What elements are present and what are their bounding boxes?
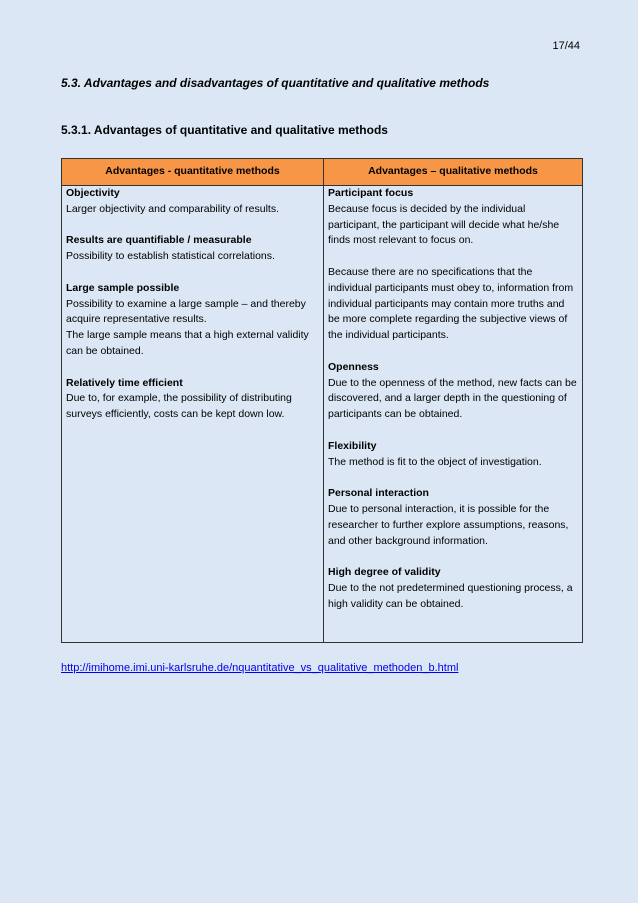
advantage-text: Due to personal interaction, it is possible for the researcher to further explore assumptions, reasons, and other background information. [328, 502, 569, 547]
advantage-title: Large sample possible [66, 281, 180, 294]
advantage-text: The method is fit to the object of investigation. [328, 455, 542, 468]
advantage-text: Due to, for example, the possibility of distributing surveys efficiently, costs can be kept down low. [66, 392, 292, 421]
source-link[interactable]: http://imihome.imi.uni-karlsruhe.de/nquantitative_vs_qualitative_methoden_b.html [61, 662, 459, 674]
advantage-text: Due to the openness of the method, new facts can be discovered, and a larger depth in the questioning of participants can be obtained. [328, 376, 577, 421]
advantage-objectivity [66, 186, 319, 218]
subsection-heading: 5.3.1. Advantages of quantitative and qualitative methods [61, 123, 388, 137]
advantage-openness [328, 360, 578, 423]
advantage-title: Flexibility [328, 439, 377, 452]
advantage-quantifiable [66, 233, 319, 265]
header-qualitative: Advantages – qualitative methods [324, 159, 583, 186]
page-number: 17/44 [552, 40, 580, 52]
advantage-participant-focus [328, 186, 578, 344]
advantage-title: Results are quantifiable / measurable [66, 234, 252, 247]
advantage-flexibility [328, 439, 578, 471]
qualitative-cell [324, 186, 583, 643]
advantage-text: Possibility to establish statistical correlations. [66, 250, 275, 263]
advantage-title: Objectivity [66, 187, 120, 199]
advantage-title: Participant focus [328, 187, 414, 199]
advantage-large-sample [66, 281, 319, 360]
advantage-text: Due to the not predetermined questioning process, a high validity can be obtained. [328, 581, 573, 610]
advantage-validity [328, 565, 578, 612]
advantage-title: Relatively time efficient [66, 376, 183, 389]
advantage-time-efficient [66, 376, 319, 423]
advantage-text: Possibility to examine a large sample – and thereby acquire representative results. [66, 297, 306, 326]
section-heading: 5.3. Advantages and disadvantages of quantitative and qualitative methods [61, 76, 490, 90]
advantage-text: The large sample means that a high external validity can be obtained. [66, 329, 309, 357]
advantage-title: Personal interaction [328, 487, 429, 500]
quantitative-cell [62, 186, 324, 643]
advantage-text: Because there are no specifications that the individual participants must obey to, information from individual participants may contain more truths and be more complete regarding the subjective views of the individual participants. [328, 265, 574, 342]
advantage-text: Because focus is decided by the individual participant, the participant will decide what he/she finds most relevant to focus on. [328, 202, 560, 247]
advantage-title: High degree of validity [328, 566, 441, 579]
advantage-title: Openness [328, 360, 379, 373]
header-quantitative: Advantages - quantitative methods [62, 159, 324, 186]
advantages-table [61, 158, 583, 643]
advantage-text: Larger objectivity and comparability of results. [66, 202, 280, 215]
advantage-personal-interaction [328, 486, 578, 549]
